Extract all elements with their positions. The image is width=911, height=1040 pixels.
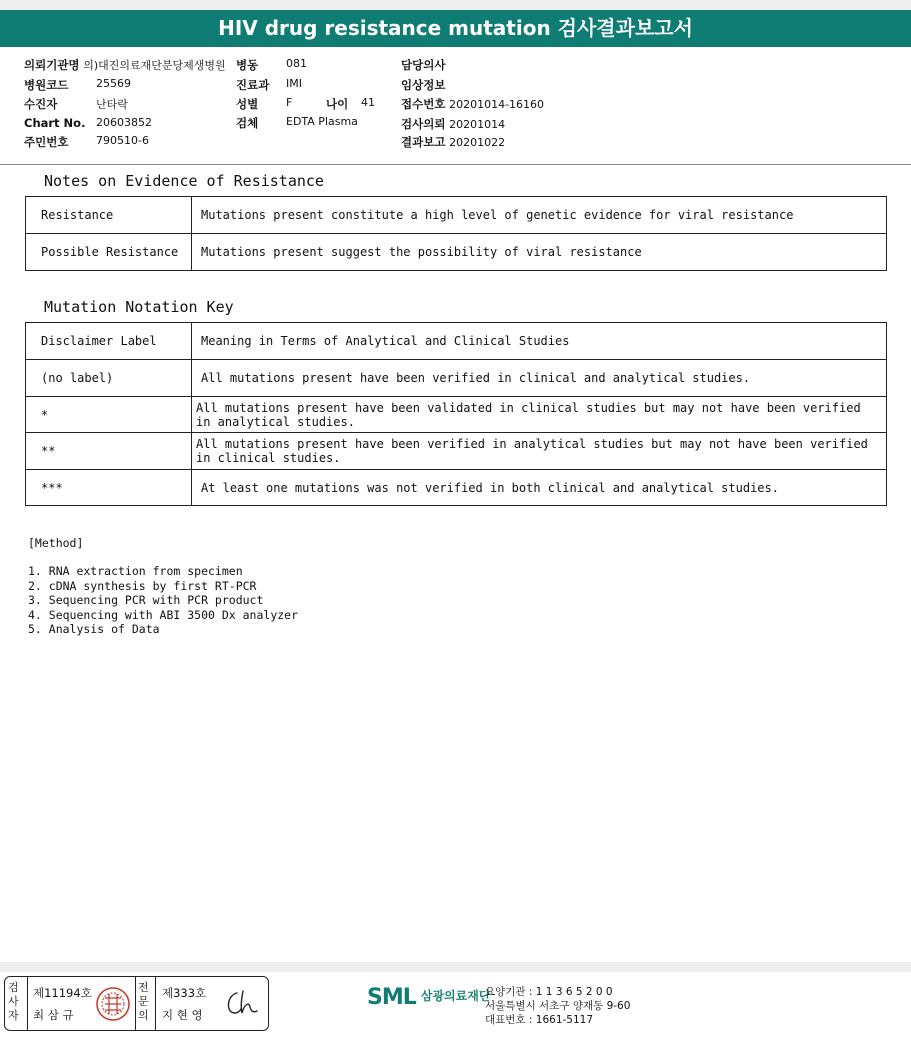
method-steps <box>28 564 298 637</box>
evidence-title: Notes on Evidence of Resistance <box>44 172 324 190</box>
table-row <box>26 433 887 470</box>
notation-meaning: All mutations present have been validated in clinical studies but may not have been verified in analytical studies. <box>192 397 887 433</box>
header-divider <box>0 164 911 165</box>
chart-value: 20603852 <box>96 116 152 129</box>
evidence-table <box>25 196 887 271</box>
table-header-row <box>26 323 887 360</box>
ward-label: 병동 <box>236 58 259 72</box>
evidence-term: Possible Resistance <box>26 234 192 271</box>
method-step: 5. Analysis of Data <box>28 622 160 636</box>
doctor-label: 담당의사 <box>401 58 446 72</box>
notation-header-meaning: Meaning in Terms of Analytical and Clinical Studies <box>192 323 887 360</box>
table-row <box>26 360 887 397</box>
org-name: 삼광의료재단 <box>420 989 491 1003</box>
hospital-code-value: 25569 <box>96 77 131 90</box>
notation-title: Mutation Notation Key <box>44 298 234 316</box>
specialist-label: 전문의 <box>138 981 149 1022</box>
method-step: 1. RNA extraction from specimen <box>28 564 243 578</box>
notation-header-label: Disclaimer Label <box>26 323 192 360</box>
sex-label: 성별 <box>236 97 259 111</box>
clinical-label: 임상정보 <box>401 78 446 92</box>
patient-label: 수진자 <box>24 97 58 111</box>
institution-label: 의뢰기관명 <box>24 58 80 72</box>
request-label: 검사의뢰 <box>401 117 446 131</box>
receipt-label: 접수번호 <box>401 97 446 111</box>
specimen-value: EDTA Plasma <box>286 115 358 128</box>
specialist-license: 제333호 <box>162 986 207 1000</box>
chart-label: Chart No. <box>24 116 86 130</box>
request-value: 20201014 <box>449 118 506 131</box>
evidence-desc: Mutations present suggest the possibility of viral resistance <box>192 234 887 271</box>
specialist-name: 지 현 영 <box>162 1008 203 1022</box>
evidence-term: Resistance <box>26 197 192 234</box>
evidence-desc: Mutations present constitute a high level of genetic evidence for viral resistance <box>192 197 887 234</box>
org-phone: 대표번호 : 1661-5117 <box>485 1014 594 1026</box>
table-row <box>26 397 887 433</box>
notation-meaning: At least one mutations was not verified in both clinical and analytical studies. <box>192 470 887 506</box>
examiner-name: 최 삼 규 <box>33 1008 74 1022</box>
table-row <box>26 197 887 234</box>
ward-value: 081 <box>286 57 307 70</box>
sml-logo-text: SML <box>367 985 416 1010</box>
receipt-value: 20201014-16160 <box>449 98 545 111</box>
signature-box <box>4 976 269 1031</box>
method-title: [Method] <box>28 536 84 550</box>
dept-label: 진료과 <box>236 78 270 92</box>
notation-label: *** <box>26 470 192 506</box>
report-title: HIV drug resistance mutation 검사결과보고서 <box>0 10 911 47</box>
org-logo <box>367 985 490 1010</box>
sex-value: F <box>286 96 293 109</box>
table-row <box>26 470 887 506</box>
report-date-value: 20201022 <box>449 136 506 149</box>
dept-value: IMI <box>286 77 302 90</box>
patient-value: 난타락 <box>96 98 128 111</box>
table-row <box>26 234 887 271</box>
method-step: 4. Sequencing with ABI 3500 Dx analyzer <box>28 607 299 622</box>
age-label: 나이 <box>326 97 349 111</box>
examiner-label: 검사자 <box>8 981 19 1022</box>
notation-label: * <box>26 397 192 433</box>
notation-meaning: All mutations present have been verified in clinical and analytical studies. <box>192 360 887 397</box>
id-label: 주민번호 <box>24 135 69 149</box>
hospital-code-label: 병원코드 <box>24 78 69 92</box>
method-step: 3. Sequencing PCR with PCR product <box>28 593 264 607</box>
age-value: 41 <box>361 96 375 109</box>
org-code: 요양기관 : 1 1 3 6 5 2 0 0 <box>485 986 613 998</box>
examiner-license: 제11194호 <box>33 986 92 1000</box>
institution-value: 의)대진의료재단분당제생병원 <box>83 59 226 72</box>
notation-meaning: All mutations present have been verified in analytical studies but may not have been verified in clinical studies. <box>192 433 887 470</box>
method-step: 2. cDNA synthesis by first RT-PCR <box>28 578 257 593</box>
specimen-label: 검체 <box>236 116 259 130</box>
id-value: 790510-6 <box>96 134 149 147</box>
report-date-label: 결과보고 <box>401 135 446 149</box>
seal-icon <box>95 986 131 1022</box>
signature-icon <box>223 987 263 1019</box>
footer-strip <box>0 962 911 972</box>
notation-table <box>25 322 887 506</box>
org-info <box>485 985 630 1027</box>
notation-label: ** <box>26 433 192 470</box>
notation-label: (no label) <box>26 360 192 397</box>
top-strip <box>0 0 911 10</box>
org-address: 서울특별시 서초구 양재동 9-60 <box>485 1000 631 1012</box>
